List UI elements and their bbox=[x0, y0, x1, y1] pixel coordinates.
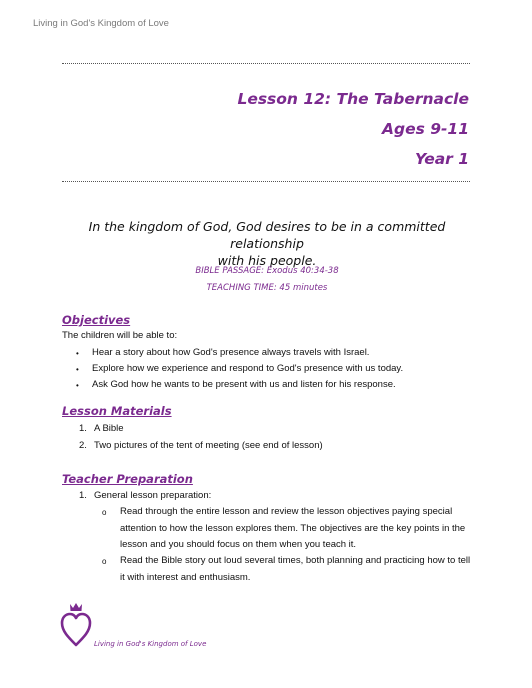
paragraph-line: Read the Bible story out loud several times, both planning and practicing how to tell bbox=[120, 555, 471, 566]
preparation-heading: Teacher Preparation bbox=[62, 472, 193, 486]
objective-item: Explore how we experience and respond to God's presence with us today. bbox=[92, 363, 404, 374]
circle-bullet-icon: o bbox=[102, 557, 107, 566]
circle-bullet-icon: o bbox=[102, 508, 107, 517]
preparation-item: General lesson preparation: bbox=[94, 490, 212, 501]
preparation-subitem bbox=[120, 553, 480, 586]
theme-line-2: with his people. bbox=[217, 253, 317, 268]
running-header: Living in God's Kingdom of Love bbox=[33, 18, 169, 29]
top-divider bbox=[62, 63, 470, 64]
list-number: 1. bbox=[79, 490, 87, 501]
teaching-time: TEACHING TIME: 45 minutes bbox=[206, 283, 328, 293]
material-item: Two pictures of the tent of meeting (see end of lesson) bbox=[94, 440, 323, 451]
objectives-heading: Objectives bbox=[62, 313, 131, 327]
title-divider bbox=[62, 181, 470, 182]
paragraph-line: lesson and you should focus on them when you teach it. bbox=[120, 539, 357, 550]
list-number: 2. bbox=[79, 440, 87, 451]
lesson-title: Lesson 12: The Tabernacle bbox=[237, 90, 469, 108]
age-range: Ages 9-11 bbox=[381, 120, 469, 138]
paragraph-line: it with interest and enthusiasm. bbox=[120, 571, 251, 583]
paragraph-line: Read through the entire lesson and review the lesson objectives paying special bbox=[120, 506, 453, 517]
list-number: 1. bbox=[79, 423, 87, 434]
theme-statement bbox=[62, 218, 472, 269]
footer-title: Living in God's Kingdom of Love bbox=[94, 640, 207, 648]
bullet-icon: • bbox=[76, 365, 79, 374]
bullet-icon: • bbox=[76, 381, 79, 390]
theme-line-1: In the kingdom of God, God desires to be in a committed relationship bbox=[88, 219, 446, 251]
material-item: A Bible bbox=[94, 423, 124, 434]
paragraph-line: attention to how the lesson explores them. The objectives are the key points in the bbox=[120, 522, 466, 534]
materials-heading: Lesson Materials bbox=[62, 404, 172, 418]
crown-heart-logo-icon bbox=[60, 601, 92, 647]
bullet-icon: • bbox=[76, 349, 79, 358]
objective-item: Ask God how he wants to be present with us and listen for his response. bbox=[92, 379, 396, 390]
bible-passage: BIBLE PASSAGE: Exodus 40:34-38 bbox=[195, 266, 339, 276]
preparation-subitem bbox=[120, 504, 480, 554]
objectives-intro: The children will be able to: bbox=[62, 330, 178, 341]
objective-item: Hear a story about how God's presence always travels with Israel. bbox=[92, 347, 370, 358]
year-label: Year 1 bbox=[414, 150, 469, 168]
